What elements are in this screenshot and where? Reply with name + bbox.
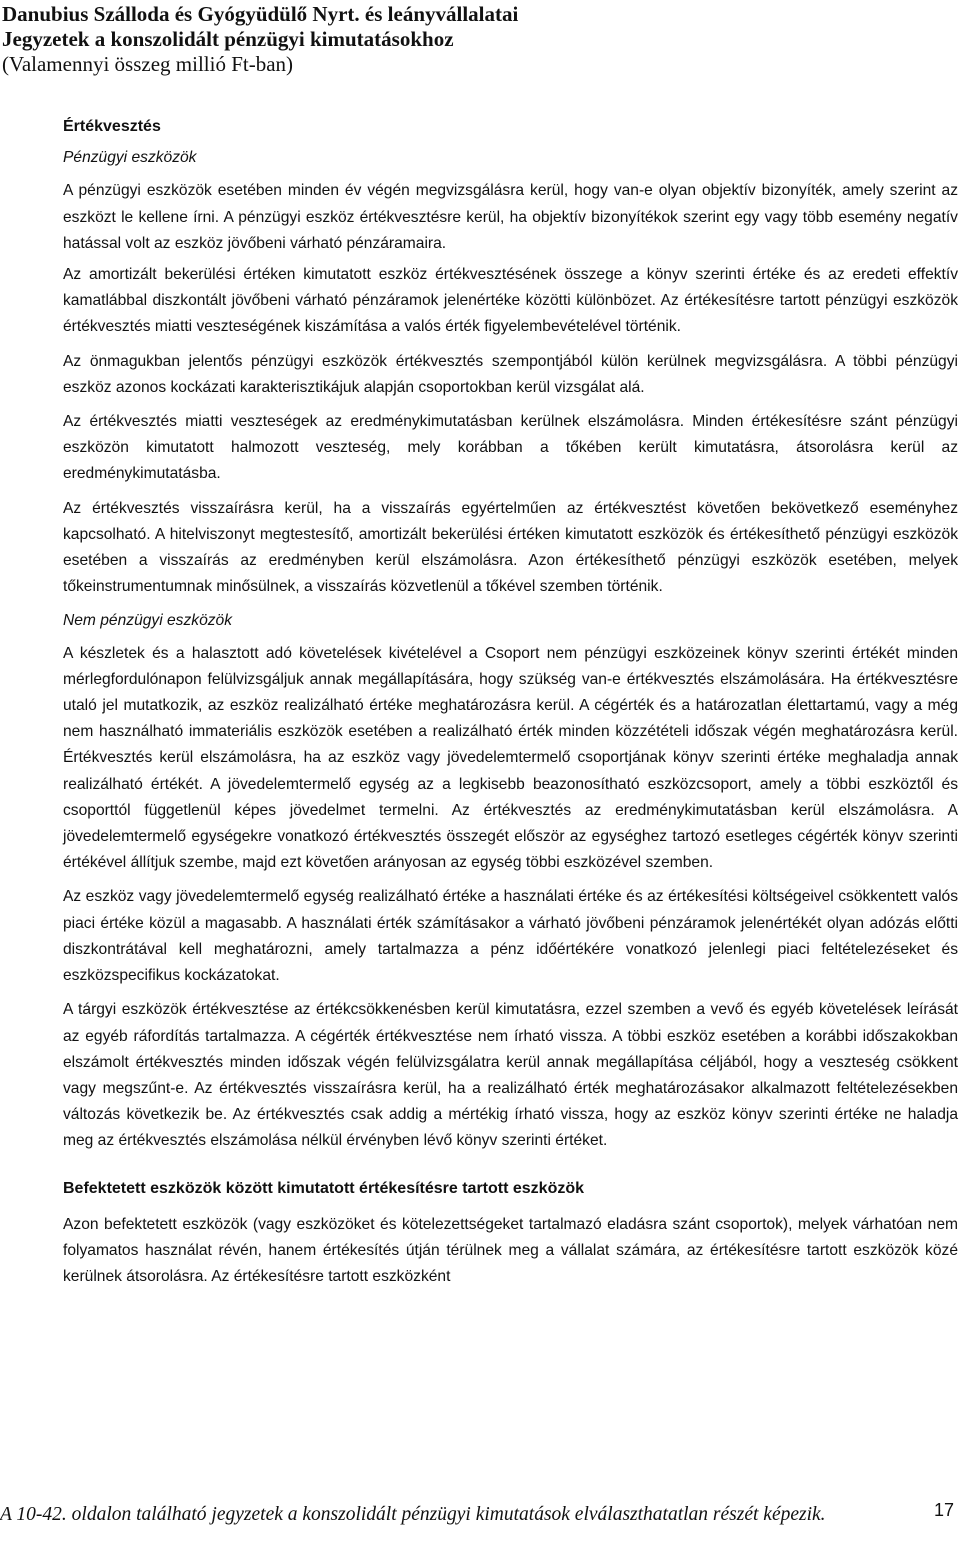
- paragraph: Az amortizált bekerülési értéken kimutatott eszköz értékvesztésének összege a könyv szerinti értéke és az eredeti effektív kamatlábbal diszkontált jövőbeni várható pénzáramok jelenértéke közötti különbözet. Az értékesítésre tartott pénzügyi eszközök értékvesztés miatti veszteségének kiszámítása a valós érték figyelembevételével történik.: [63, 266, 958, 336]
- section-title-held-for-sale: Befektetett eszközök között kimutatott értékesítésre tartott eszközök: [63, 1179, 585, 1197]
- paragraph: Az értékvesztés miatti veszteségek az eredménykimutatásban kerülnek elszámolásra. Minden értékesítésre szánt pénzügyi eszközön kimutatott halmozott veszteség, mely korábban a tőkében került kimutatásra, átsorolásra kerül az eredménykimutatásba.: [63, 413, 958, 483]
- paragraph: Azon befektetett eszközök (vagy eszközöket és kötelezettségeket tartalmazó eladásra szánt csoportok), melyek várhatóan nem folyamatos használat révén, hanem értékesítés útján térülnek meg a vállalat számára, az értékesítésre tartott eszközök közé kerülnek átsorolásra. Az értékesítésre tartott eszközként: [63, 1215, 958, 1286]
- paragraph: Az önmagukban jelentős pénzügyi eszközök értékvesztés szempontjából külön kerülnek megvizsgálásra. A többi pénzügyi eszköz azonos kockázati karakterisztikájuk alapján csoportokban kerül vizsgálat alá.: [63, 352, 958, 396]
- main-content: [63, 114, 958, 1290]
- paragraph: A készletek és a halasztott adó követelések kivételével a Csoport nem pénzügyi eszközeinek könyv szerinti értékét minden mérlegfordulónapon felülvizsgáljuk annak megállapítására, hogy szükség van-e értékvesztés elszámolására. Ha értékvesztésre utaló jel mutatkozik, az eszköz realizálható értéke meghatározásra kerül. A cégérték és a határozatlan élettartamú, vagy a még nem használható immateriális eszközök esetében a realizálható érték minden közzétételi időszak végén meghatározásra kerül. Értékvesztés kerül elszámolásra, ha az eszköz vagy jövedelemtermelő csoportjának könyv szerinti értéke meghaladja annak realizálható értékét. A jövedelemtermelő egység az a legkisebb beazonosítható eszközcsoport, amely a többi eszköztől és csoporttól függetlenül képes jövedelmet termelni. Az értékvesztés az eredménykimutatásban kerül elszámolásra. A jövedelemtermelő egységekre vonatkozó értékvesztés összegét először az egységhez tartozó esetleges cégérték könyv szerinti értékével állítjuk szembe, majd ezt követően arányosan az egység többi eszközével szemben.: [63, 644, 958, 872]
- document-title: Jegyzetek a konszolidált pénzügyi kimutatásokhoz: [2, 27, 454, 51]
- subsection-non-financial-assets: Nem pénzügyi eszközök: [63, 612, 233, 630]
- footer-note: A 10-42. oldalon található jegyzetek a konszolidált pénzügyi kimutatások elválaszthatatlan részét képezik.: [0, 1504, 826, 1525]
- document-header: [2, 2, 942, 77]
- company-name: Danubius Szálloda és Gyógyüdülő Nyrt. és leányvállalatai: [2, 2, 519, 26]
- subsection-financial-assets: Pénzügyi eszközök: [63, 149, 197, 167]
- paragraph-part: A pénzügyi eszköz értékvesztésre kerül, ha objektív bizonyítékok szerint egy vagy több esemény negatív hatással volt az eszköz jövőbeni várható pénzáramaira.: [63, 208, 958, 252]
- paragraph: [63, 178, 958, 257]
- paragraph: Az eszköz vagy jövedelemtermelő egység realizálható értéke a használati értéke és az értékesítési költségeivel csökkentett valós piaci értéke közül a magasabb. A használati érték számításakor a várható jövőbeni pénzáramok jelenértékét olyan adózás előtti diszkontrátával kell meghatározni, amely tartalmazza a pénz időértékére vonatkozó jelenlegi piaci feltételezéseket és eszközspecifikus kockázatokat.: [63, 888, 958, 985]
- page-number: 17: [933, 1500, 954, 1520]
- paragraph-part: A pénzügyi eszközök esetében minden év végén megvizsgálásra kerül, hogy van-e olyan objektív bizonyíték, amely szerint az eszközt le kellene írni.: [63, 182, 958, 226]
- paragraph: Az értékvesztés visszaírásra kerül, ha a visszaírás egyértelműen az értékvesztést követően bekövetkező eseményhez kapcsolható. A hitelviszonyt megtestesítő, amortizált bekerülési értéken kimutatott eszközök és értékesíthető pénzügyi eszközök esetében a visszaírás az eredményben kerül elszámolásra. Azon értékesíthető pénzügyi eszközök esetében, melyek tőkeinstrumentumnak minősülnek, a visszaírás közvetlenül a tőkével szemben történik.: [63, 499, 958, 596]
- paragraph: A tárgyi eszközök értékvesztése az értékcsökkenésben kerül kimutatásra, ezzel szemben a vevő és egyéb követelések leírását az egyéb ráfordítás tartalmazza. A cégérték értékvesztése nem írható vissza. A többi eszköz esetében a korábbi időszakokban elszámolt értékvesztés minden időszak végén felülvizsgálatra kerül annak megállapítása céljából, hogy a veszteség csökkent vagy megszűnt-e. Az értékvesztés visszaírásra kerül, ha a realizálható érték meghatározásakor alkalmazott feltételezésekben változás következik be. Az értékvesztés csak addig a mértékig írható vissza, hogy az eszköz könyv szerinti értéke ne haladja meg az értékvesztés elszámolása nélkül érvényben lévő könyv szerinti értéket.: [63, 1001, 958, 1150]
- section-title: Értékvesztés: [63, 118, 161, 135]
- currency-note: (Valamennyi összeg millió Ft-ban): [2, 52, 294, 76]
